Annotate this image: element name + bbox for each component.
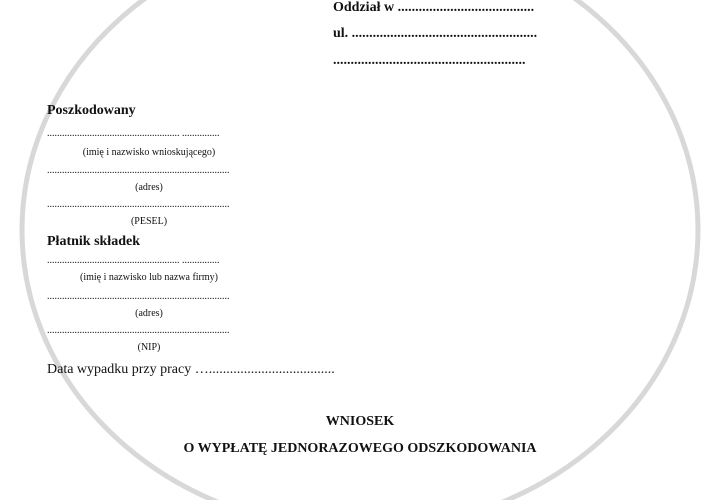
injured-address-caption: (adres) [135,182,163,193]
injured-pesel-dots: ......................................................................... [47,199,230,210]
injured-pesel-caption: (PESEL) [130,216,168,227]
injured-heading: Poszkodowany [47,103,136,118]
office-extra-line: ....................................................... [333,53,526,68]
payer-address-dots: ......................................................................... [47,291,230,302]
injured-name-dots: ..................................................... ............... [47,128,220,139]
payer-nip-caption: (NIP) [137,342,161,353]
payer-name-dots: ..................................................... ............... [47,255,220,266]
injured-address-dots: ......................................................................... [47,165,230,176]
document-subtitle: O WYPŁATĘ JEDNORAZOWEGO ODSZKODOWANIA [183,441,537,456]
office-city-line: Oddział w ....................................... [333,0,535,15]
office-street-line: ul. ..................................................... [333,26,538,41]
document-title: WNIOSEK [325,414,395,429]
payer-address-caption: (adres) [135,308,163,319]
payer-heading: Płatnik składek [47,234,140,249]
injured-name-caption: (imię i nazwisko wnioskującego) [82,147,216,158]
accident-date-field: Data wypadku przy pracy ….................................... [47,362,335,377]
payer-name-caption: (imię i nazwisko lub nazwa firmy) [79,272,218,283]
payer-nip-dots: ......................................................................... [47,325,230,336]
